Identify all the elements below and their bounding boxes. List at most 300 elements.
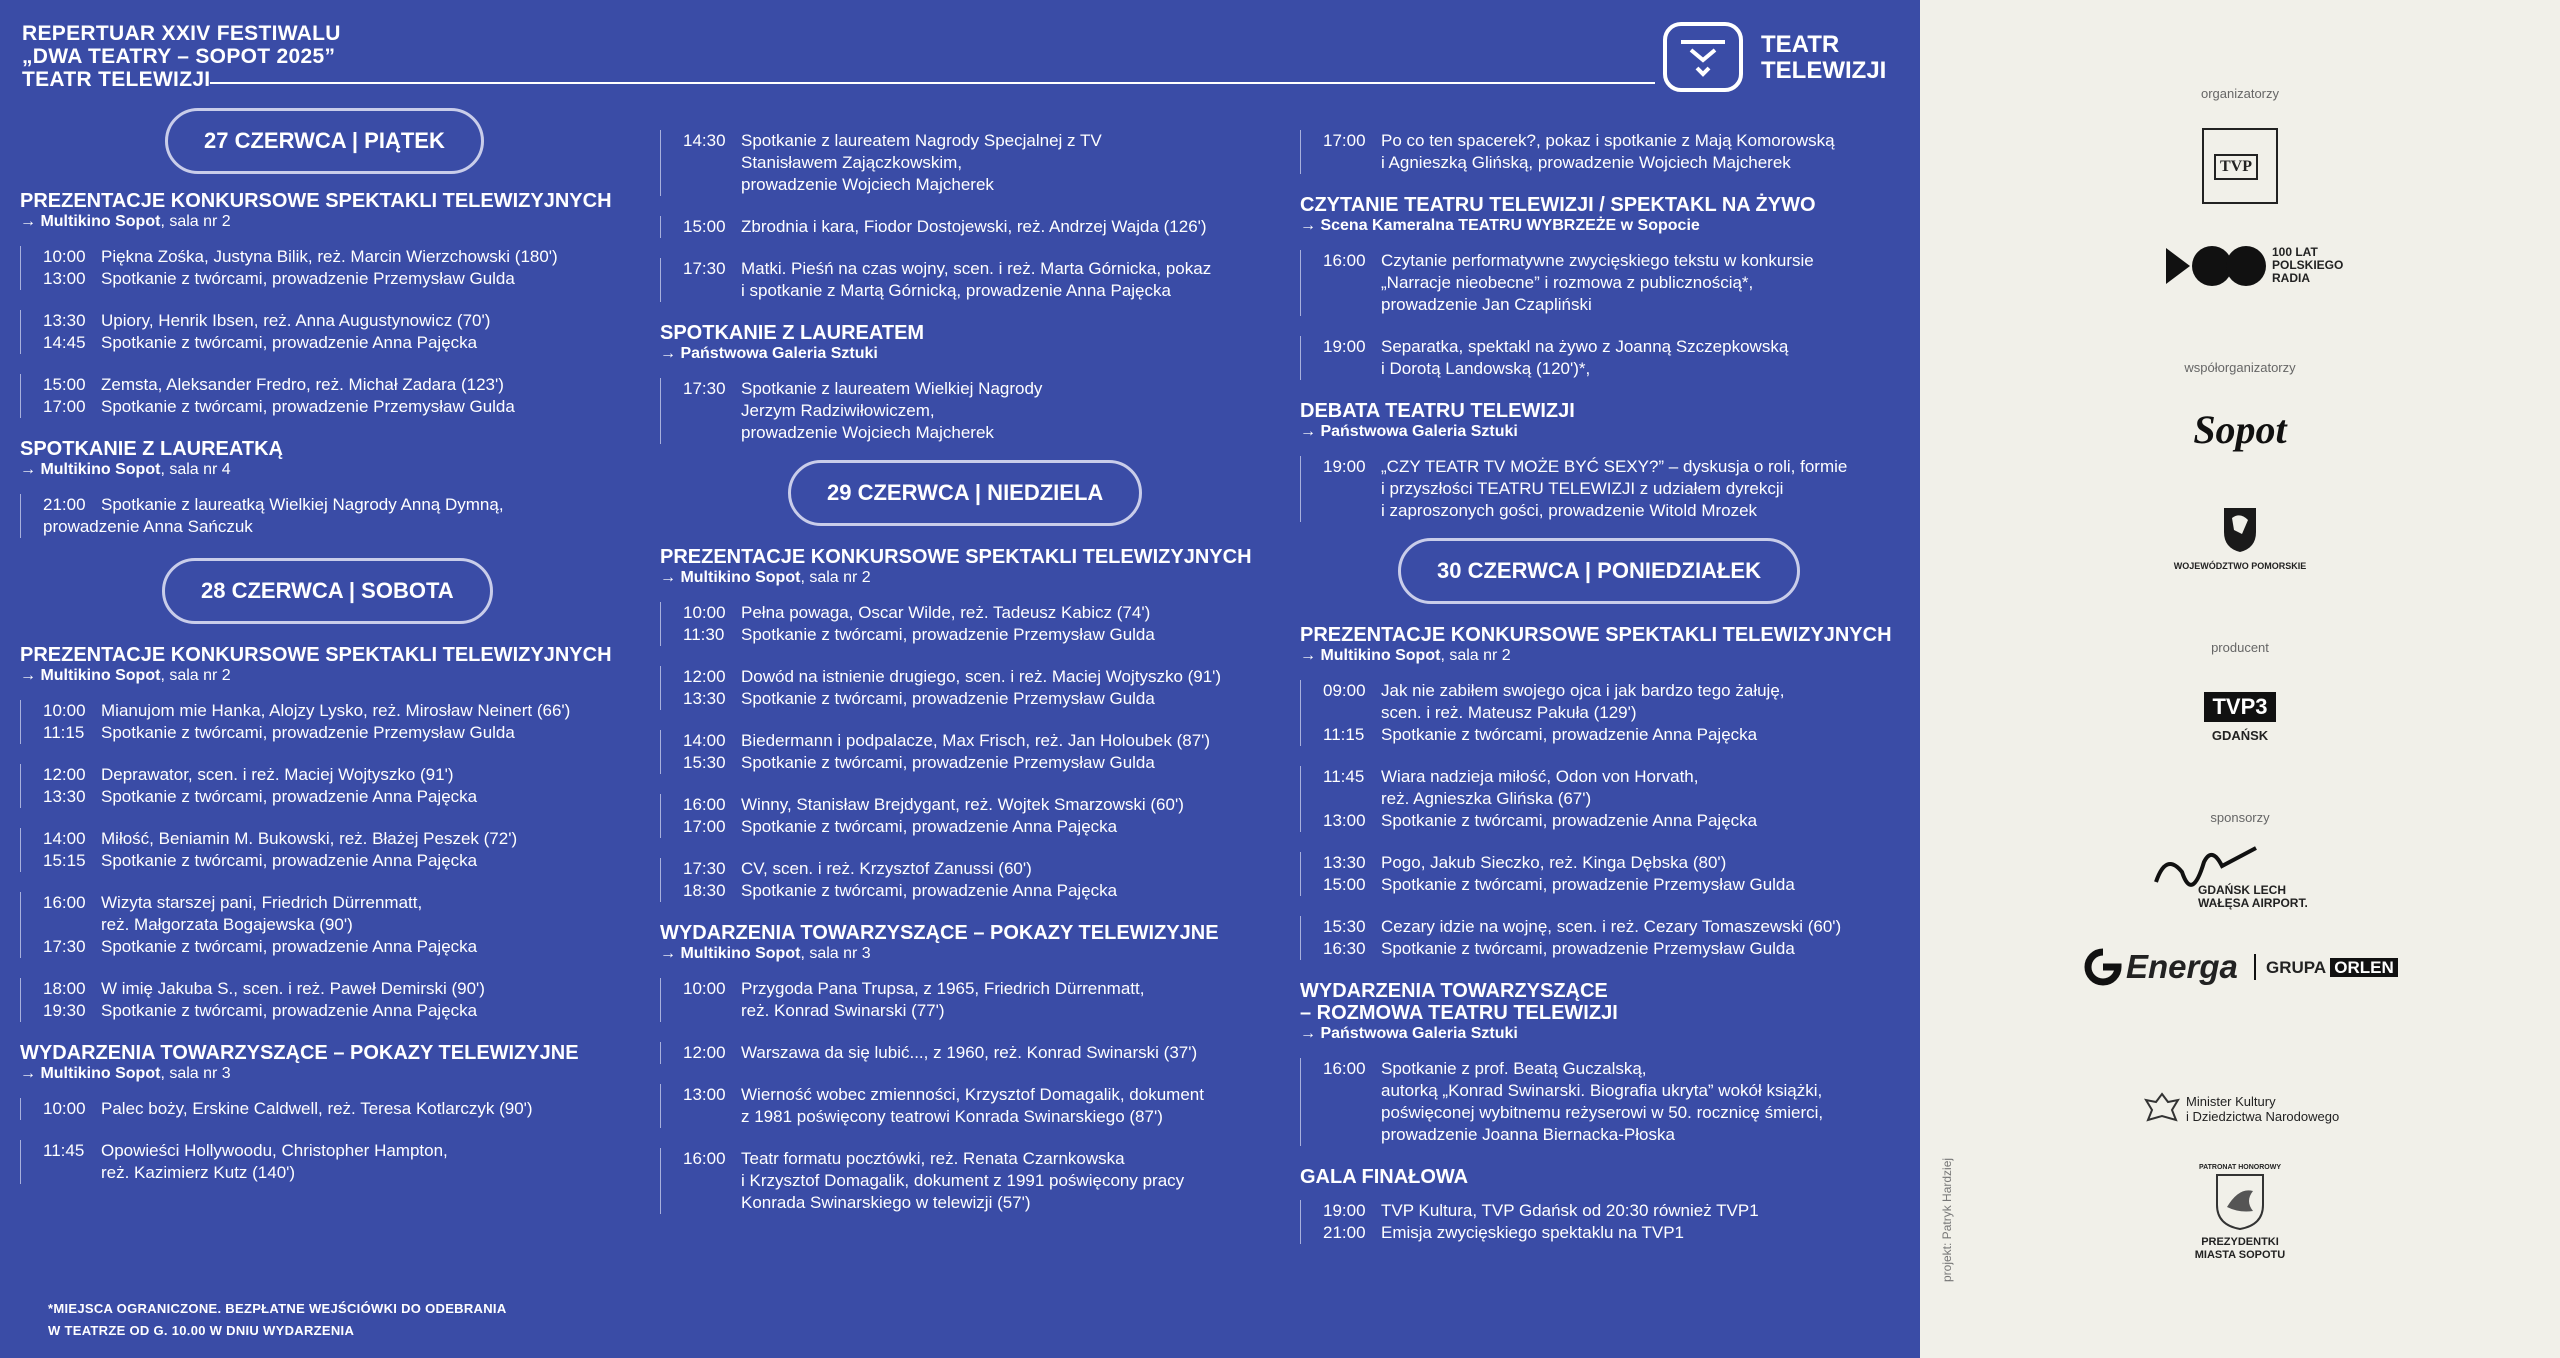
event-desc: scen. i reż. Mateusz Pakuła (129') [1381,703,1637,722]
event-time: 19:00 [1323,1201,1366,1220]
event-time: 18:00 [43,979,86,998]
event-row [43,494,640,516]
griffin-icon [2220,504,2260,554]
energa-text: Energa [2126,948,2238,985]
event-row [43,332,640,354]
event-time [1323,788,1381,810]
sponsors-label: sponsorzy [2210,810,2270,825]
event-row [683,400,1280,422]
event-row [43,892,640,914]
radio-logo-text [2272,246,2343,285]
event-time: 17:30 [683,379,726,398]
venue-name: Państwowa Galeria Sztuki [1320,423,1518,440]
section-title: WYDARZENIA TOWARZYSZĄCE – POKAZY TELEWIZYJNE [660,922,1219,944]
prezydent-line: PREZYDENTKI [2201,1236,2279,1248]
event-time [1323,500,1381,522]
event-desc: Pełna powaga, Oscar Wilde, reż. Tadeusz Kabicz (74') [741,603,1151,622]
venue: → Państwowa Galeria Sztuki [1300,1025,1518,1042]
event-row [683,880,1280,902]
event-time: 11:45 [1323,767,1365,786]
event-row [43,786,640,808]
event-desc: Spotkanie z laureatem Nagrody Specjalnej z TV [741,131,1102,150]
event-row [1323,702,1900,724]
event-desc: Spotkanie z twórcami, prowadzenie Przemysław Gulda [1381,875,1795,894]
event-row [1323,1058,1900,1080]
event-desc: Konrada Swinarskiego w telewizji (57') [741,1193,1031,1212]
event-time: 17:30 [43,937,86,956]
event-row [1323,250,1900,272]
eagle-icon [2144,1090,2180,1130]
column-2 [660,130,1280,1234]
event-group [660,258,1280,302]
event-group [20,494,640,538]
venue-name: Państwowa Galeria Sztuki [680,345,878,362]
event-groups [20,1098,640,1184]
grupa-text: GRUPA [2266,958,2326,977]
pomorskie-text: WOJEWÓDZTWO POMORSKIE [2173,561,2307,571]
event-row [43,374,640,396]
event-desc: Separatka, spektakl na żywo z Joanną Szczepkowską [1381,337,1789,356]
event-time: 15:30 [683,753,726,772]
event-group [660,378,1280,444]
sopot-crest-icon [2213,1171,2267,1231]
event-time: 12:00 [683,1043,726,1062]
event-row [683,174,1280,196]
event-desc: Palec boży, Erskine Caldwell, reż. Teresa Kotlarczyk (90') [101,1099,533,1118]
radio-line: POLSKIEGO [2272,258,2344,272]
prezydent-text [2160,1236,2320,1262]
event-desc: Upiory, Henrik Ibsen, reż. Anna Augustynowicz (70') [101,311,491,330]
event-row [1323,724,1900,746]
event-desc: TVP Kultura, TVP Gdańsk od 20:30 również TVP1 [1381,1201,1759,1220]
festival-title-line: TEATR TELEWIZJI [22,68,211,91]
event-desc: Opowieści Hollywoodu, Christopher Hampton, [101,1141,448,1160]
event-row [43,396,640,418]
event-group [20,764,640,808]
event-time: 11:30 [683,625,725,644]
event-row [683,378,1280,400]
event-row [683,1170,1280,1192]
event-row [683,688,1280,710]
event-desc: Cezary idzie na wojnę, scen. i reż. Cezary Tomaszewski (60') [1381,917,1842,936]
radio-line: 100 LAT [2272,245,2318,259]
event-row [43,246,640,268]
event-group [660,1042,1280,1064]
event-desc: Teatr formatu pocztówki, reż. Renata Czarnkowska [741,1149,1125,1168]
event-row [1323,478,1900,500]
event-time [1323,294,1381,316]
venue-name: Multikino Sopot [40,667,161,684]
section-title: DEBATA TEATRU TELEWIZJI [1300,400,1575,422]
event-group [660,1148,1280,1214]
event-time [1323,1124,1381,1146]
event-group [1300,1200,1900,1244]
event-row [683,1042,1280,1064]
event-time: 14:45 [43,333,86,352]
event-desc: Emisja zwycięskiego spektaklu na TVP1 [1381,1223,1684,1242]
event-time [1323,358,1381,380]
organizers-label: organizatorzy [2200,86,2280,101]
event-desc: Wizyta starszej pani, Friedrich Dürrenmatt, [101,893,423,912]
event-desc: Spotkanie z twórcami, prowadzenie Anna Pajęcka [101,851,478,870]
teatr-telewizji-logo [1663,22,1893,92]
event-row [1323,152,1900,174]
event-desc: Warszawa da się lubić..., z 1960, reż. Konrad Swinarski (37') [741,1043,1198,1062]
festival-title-line: REPERTUAR XXIV FESTIWALU [22,22,341,45]
event-row [683,602,1280,624]
event-row [43,516,640,538]
event-group [20,246,640,290]
event-desc: Spotkanie z twórcami, prowadzenie Anna Pajęcka [741,881,1118,900]
event-group [20,310,640,354]
event-row [1323,272,1900,294]
section-title-line: – ROZMOWA TEATRU TELEWIZJI [1300,1002,1618,1024]
footnote-line: *MIEJSCA OGRANICZONE. BEZPŁATNE WEJŚCIÓWKI DO ODEBRANIA [48,1301,507,1316]
venue-name: Multikino Sopot [680,569,801,586]
event-group [20,374,640,418]
event-desc: prowadzenie Joanna Biernacka-Płoska [1381,1125,1675,1144]
event-row [683,1000,1280,1022]
event-row [43,850,640,872]
patronat-text: PATRONAT HONOROWY [2198,1164,2282,1171]
ministry-text [2186,1094,2339,1124]
event-desc: prowadzenie Jan Czapliński [1381,295,1592,314]
event-desc: Mianujom mie Hanka, Alojzy Lysko, reż. Mirosław Neinert (66') [101,701,571,720]
event-time: 16:00 [1323,1059,1366,1078]
logo-line: TELEWIZJI [1761,57,1887,84]
event-row [43,1098,640,1120]
tvp-logo [2202,128,2278,204]
event-desc: Spotkanie z laureatem Wielkiej Nagrody [741,379,1043,398]
event-group [1300,916,1900,960]
event-time [683,174,741,196]
venue-name: Multikino Sopot [680,945,801,962]
venue-room: , sala nr 2 [160,213,231,230]
event-desc: Spotkanie z twórcami, prowadzenie Anna Pajęcka [101,333,478,352]
event-desc: Spotkanie z twórcami, prowadzenie Przemysław Gulda [741,625,1155,644]
event-time [683,1192,741,1214]
venue-name: Multikino Sopot [1320,647,1441,664]
column-3 [1300,130,1900,1264]
event-time: 15:15 [43,851,86,870]
event-time: 14:00 [683,731,726,750]
event-desc: Pogo, Jakub Sieczko, reż. Kinga Dębska (80') [1381,853,1727,872]
section-title: PREZENTACJE KONKURSOWE SPEKTAKLI TELEWIZYJNYCH [20,190,612,212]
airport-text [2198,884,2308,910]
event-time: 10:00 [43,701,86,720]
tvp3-gdansk-logo [2190,692,2290,743]
event-desc: Biedermann i podpalacze, Max Frisch, reż. Jan Holoubek (87') [741,731,1211,750]
venue: → Państwowa Galeria Sztuki [1300,423,1518,440]
event-time [1323,1080,1381,1102]
venue: → Multikino Sopot, sala nr 3 [20,1065,231,1082]
event-time: 13:00 [43,269,86,288]
event-time [683,400,741,422]
event-time: 16:00 [683,795,726,814]
event-time: 19:00 [1323,457,1366,476]
event-time: 14:30 [683,131,726,150]
event-row [683,752,1280,774]
event-row [683,794,1280,816]
event-time: 14:00 [43,829,86,848]
event-time [1323,272,1381,294]
event-row [683,730,1280,752]
section-title: SPOTKANIE Z LAUREATEM [660,322,925,344]
event-row [1323,766,1900,788]
event-time: 13:30 [43,311,86,330]
event-row [1323,810,1900,832]
event-time: 21:00 [1323,1223,1366,1242]
pomorskie-logo [2170,504,2310,574]
event-row [683,816,1280,838]
section-title: CZYTANIE TEATRU TELEWIZJI / SPEKTAKL NA ŻYWO [1300,194,1816,216]
event-group [20,828,640,872]
grupa-orlen [2266,958,2398,978]
section-title-line: WYDARZENIA TOWARZYSZĄCE [1300,980,1608,1002]
event-row [1323,852,1900,874]
event-group [660,666,1280,710]
event-time: 17:00 [43,397,86,416]
date-pill: 30 CZERWCA | PONIEDZIAŁEK [1398,538,1800,604]
logo-text [1761,32,1886,84]
event-row [683,978,1280,1000]
venue: → Multikino Sopot, sala nr 2 [660,569,871,586]
event-time: 12:00 [43,765,86,784]
section-title: GALA FINAŁOWA [1300,1166,1469,1188]
event-time [683,1170,741,1192]
event-row [683,422,1280,444]
gdansk-airport-logo [2152,842,2332,912]
event-desc: i Dorotą Landowską (120')*, [1381,359,1591,378]
event-time: 10:00 [683,603,726,622]
event-time: 10:00 [43,1099,86,1118]
event-desc: Spotkanie z twórcami, prowadzenie Przemysław Gulda [101,723,515,742]
event-time: 11:15 [43,723,85,742]
event-row [43,1162,640,1184]
event-time: 11:45 [43,1141,85,1160]
event-time: 15:00 [683,217,726,236]
event-time: 13:30 [43,787,86,806]
event-group [660,978,1280,1022]
event-time: 11:15 [1323,725,1365,744]
event-desc: Matki. Pieśń na czas wojny, scen. i reż. Marta Górnicka, pokaz [741,259,1212,278]
event-desc: autorką „Konrad Swinarski. Biografia ukryta” wokół książki, [1381,1081,1823,1100]
producer-label: producent [2211,640,2269,655]
event-time: 16:00 [43,893,86,912]
event-row [43,764,640,786]
section-title [1300,980,1900,1024]
venue-name: Scena Kameralna TEATRU WYBRZEŻE w Sopocie [1320,217,1700,234]
event-row [683,624,1280,646]
event-desc: Miłość, Beniamin M. Bukowski, reż. Błażej Peszek (72') [101,829,518,848]
partners-sidebar [1920,0,2560,1358]
airport-line: WAŁĘSA AIRPORT. [2198,896,2308,910]
event-time: 16:00 [1323,251,1366,270]
event-desc: Spotkanie z twórcami, prowadzenie Anna Pajęcka [1381,725,1758,744]
column-1 [20,108,640,1204]
event-time: 15:00 [43,375,86,394]
event-time: 19:00 [1323,337,1366,356]
tvp3-text: TVP3 [2204,692,2275,722]
event-group [660,130,1280,196]
event-time: 09:00 [1323,681,1366,700]
event-row [1323,500,1900,522]
event-time [1323,1102,1381,1124]
patronage-logo [2160,1164,2320,1262]
event-time: 12:00 [683,667,726,686]
event-desc: Spotkanie z twórcami, prowadzenie Anna Pajęcka [101,787,478,806]
event-row [683,280,1280,302]
venue: → Państwowa Galeria Sztuki [660,345,878,362]
event-time: 13:30 [683,689,726,708]
event-time: 10:00 [43,247,86,266]
event-time: 15:00 [1323,875,1366,894]
event-row [683,1192,1280,1214]
date-pill: 28 CZERWCA | SOBOTA [162,558,493,624]
event-groups [20,246,640,418]
event-group [660,858,1280,902]
polskie-radio-logo [2166,244,2346,288]
event-group [660,1084,1280,1128]
event-row [683,130,1280,152]
venue-room: , sala nr 4 [160,461,231,478]
event-desc: z 1981 poświęcony teatrowi Konrada Swinarskiego (87') [741,1107,1163,1126]
coorganizers-label: współorganizatorzy [2184,360,2296,375]
event-time: 18:30 [683,881,726,900]
venue: → Scena Kameralna TEATRU WYBRZEŻE w Sopocie [1300,217,1700,234]
airport-line: GDAŃSK LECH [2198,883,2287,897]
date-pill: 29 CZERWCA | NIEDZIELA [788,460,1142,526]
event-time [683,280,741,302]
section-title: PREZENTACJE KONKURSOWE SPEKTAKLI TELEWIZYJNYCH [20,644,612,666]
event-row [1323,1124,1900,1146]
event-desc: poświęconej wybitnemu reżyserowi w 50. rocznicę śmierci, [1381,1103,1824,1122]
event-row [683,152,1280,174]
event-groups [1300,680,1900,960]
event-group [1300,250,1900,316]
event-desc: Spotkanie z twórcami, prowadzenie Przemysław Gulda [101,397,515,416]
event-desc: Spotkanie z twórcami, prowadzenie Przemysław Gulda [1381,939,1795,958]
footnote [48,1298,507,1342]
event-desc: Wiara nadzieja miłość, Odon von Horvath, [1381,767,1699,786]
tv-icon [1663,22,1743,92]
venue-room: , sala nr 2 [800,569,871,586]
event-group [660,730,1280,774]
event-time: 13:30 [1323,853,1366,872]
event-desc: Spotkanie z twórcami, prowadzenie Anna Pajęcka [1381,811,1758,830]
event-desc: prowadzenie Anna Sańczuk [43,517,253,536]
event-row [1323,938,1900,960]
venue: → Multikino Sopot, sala nr 2 [20,667,231,684]
event-row [43,978,640,1000]
event-row [1323,1102,1900,1124]
event-time: 13:00 [683,1085,726,1104]
venue-room: , sala nr 2 [1440,647,1511,664]
event-row [1323,874,1900,896]
event-time [1323,702,1381,724]
energa-orlen-logo [2084,948,2424,988]
radio-line: RADIA [2272,271,2310,285]
event-group [20,1098,640,1120]
event-groups [1300,250,1900,380]
event-row [1323,1200,1900,1222]
event-time [683,1106,741,1128]
event-row [43,1000,640,1022]
event-time: 16:00 [683,1149,726,1168]
event-desc: Spotkanie z twórcami, prowadzenie Anna Pajęcka [101,937,478,956]
radio-mark-icon [2166,244,2266,288]
festival-title [22,22,341,91]
event-groups [660,978,1280,1214]
event-row [683,1106,1280,1128]
event-desc: CV, scen. i reż. Krzysztof Zanussi (60') [741,859,1032,878]
event-time: 15:30 [1323,917,1366,936]
ministry-logo [2144,1090,2364,1134]
event-desc: Spotkanie z laureatką Wielkiej Nagrody Anną Dymną, [101,495,504,514]
event-row [683,216,1280,238]
event-row [1323,336,1900,358]
event-time [43,914,101,936]
section-title: PREZENTACJE KONKURSOWE SPEKTAKLI TELEWIZYJNYCH [1300,624,1892,646]
event-row [683,1148,1280,1170]
event-desc: i przyszłości TEATRU TELEWIZJI z udziałem dyrekcji [1381,479,1784,498]
event-time: 17:30 [683,859,726,878]
event-groups [660,602,1280,902]
venue: → Multikino Sopot, sala nr 3 [660,945,871,962]
event-desc: Spotkanie z twórcami, prowadzenie Anna Pajęcka [101,1001,478,1020]
event-row [683,258,1280,280]
event-row [683,666,1280,688]
prezydent-line: MIASTA SOPOTU [2194,1249,2286,1261]
event-desc: W imię Jakuba S., scen. i reż. Paweł Demirski (90') [101,979,485,998]
event-desc: Spotkanie z twórcami, prowadzenie Przemysław Gulda [741,689,1155,708]
section-title: WYDARZENIA TOWARZYSZĄCE – POKAZY TELEWIZYJNE [20,1042,579,1064]
sopot-logo: Sopot [2193,407,2287,452]
event-group [1300,680,1900,746]
event-desc: Wierność wobec zmienności, Krzysztof Domagalik, dokument [741,1085,1204,1104]
venue-room: , sala nr 3 [800,945,871,962]
event-row [43,1140,640,1162]
event-time [683,1000,741,1022]
event-row [1323,916,1900,938]
event-group [20,1140,640,1184]
event-row [1323,680,1900,702]
event-desc: reż. Kazimierz Kutz (140') [101,1163,296,1182]
venue: → Multikino Sopot, sala nr 2 [20,213,231,230]
event-desc: Spotkanie z twórcami, prowadzenie Anna Pajęcka [741,817,1118,836]
venue-room: , sala nr 3 [160,1065,231,1082]
event-desc: Piękna Zośka, Justyna Bilik, reż. Marcin Wierzchowski (180') [101,247,558,266]
section-title: SPOTKANIE Z LAUREATKĄ [20,438,283,460]
event-time [43,1162,101,1184]
event-desc: i spotkanie z Martą Górnicką, prowadzenie Anna Pajęcka [741,281,1171,300]
event-row [43,700,640,722]
event-group [660,216,1280,238]
gdansk-text: GDAŃSK [2211,728,2269,743]
event-time: 16:30 [1323,939,1366,958]
design-credit: projekt: Patryk Hardziej [1940,1157,1954,1282]
event-row [1323,130,1900,152]
event-row [43,310,640,332]
venue: → Multikino Sopot, sala nr 4 [20,461,231,478]
event-row [43,722,640,744]
event-time: 19:30 [43,1001,86,1020]
event-group [1300,1058,1900,1146]
event-desc: Jerzym Radziwiłowiczem, [741,401,935,420]
event-desc: reż. Małgorzata Bogajewska (90') [101,915,353,934]
event-time [683,422,741,444]
event-time: 17:30 [683,259,726,278]
